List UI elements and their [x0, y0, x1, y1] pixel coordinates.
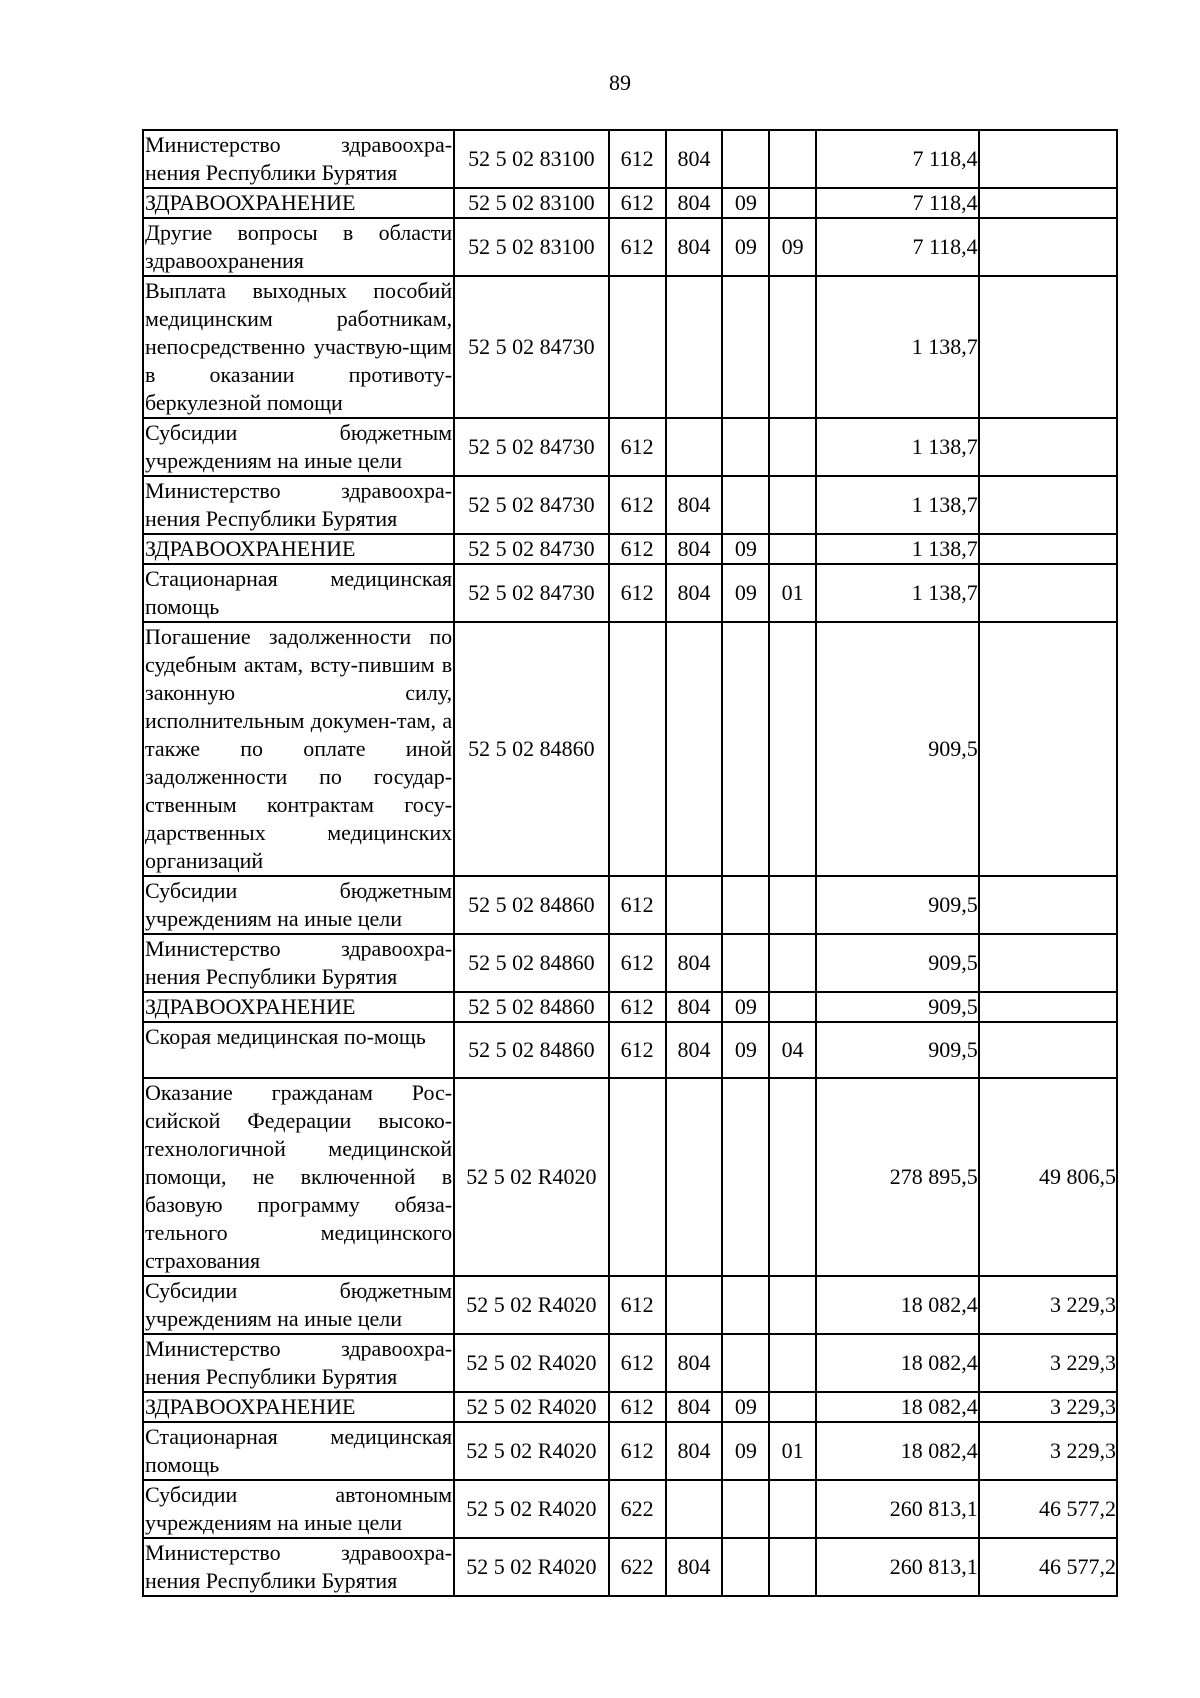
row-section [722, 476, 769, 534]
row-amount: 278 895,5 [816, 1078, 979, 1276]
row-expense-type: 612 [609, 418, 666, 476]
row-section [722, 934, 769, 992]
row-section: 09 [722, 1422, 769, 1480]
table-row [143, 188, 1117, 218]
row-subsection [769, 1480, 816, 1538]
row-name: ЗДРАВООХРАНЕНИЕ [143, 992, 454, 1022]
row-target-code: 52 5 02 84730 [454, 564, 609, 622]
row-subsection: 01 [769, 564, 816, 622]
table-row [143, 1392, 1117, 1422]
row-amount-federal [979, 934, 1117, 992]
row-subsection [769, 1078, 816, 1276]
row-name: Другие вопросы в области здравоохранения [143, 218, 454, 276]
table-row [143, 622, 1117, 876]
row-section [722, 1276, 769, 1334]
row-name: Скорая медицинская по-мощь [143, 1022, 454, 1078]
row-admin-code: 804 [666, 534, 723, 564]
row-name: Стационарная медицинская помощь [143, 1422, 454, 1480]
row-section [722, 1538, 769, 1596]
row-amount-federal [979, 534, 1117, 564]
row-section: 09 [722, 1022, 769, 1078]
row-admin-code: 804 [666, 188, 723, 218]
row-amount-federal [979, 188, 1117, 218]
row-amount-federal [979, 876, 1117, 934]
row-amount: 1 138,7 [816, 418, 979, 476]
row-admin-code [666, 876, 723, 934]
row-name: Субсидии бюджетным учреждениям на иные цели [143, 876, 454, 934]
row-target-code: 52 5 02 84860 [454, 934, 609, 992]
row-amount-federal [979, 622, 1117, 876]
row-admin-code: 804 [666, 476, 723, 534]
row-target-code: 52 5 02 R4020 [454, 1538, 609, 1596]
row-admin-code: 804 [666, 1538, 723, 1596]
row-subsection [769, 622, 816, 876]
row-target-code: 52 5 02 84730 [454, 534, 609, 564]
row-target-code: 52 5 02 83100 [454, 130, 609, 188]
row-expense-type: 612 [609, 218, 666, 276]
row-amount: 909,5 [816, 992, 979, 1022]
row-target-code: 52 5 02 84860 [454, 1022, 609, 1078]
row-expense-type: 622 [609, 1538, 666, 1596]
row-amount: 7 118,4 [816, 130, 979, 188]
row-section [722, 1334, 769, 1392]
row-expense-type: 612 [609, 876, 666, 934]
row-amount: 1 138,7 [816, 276, 979, 418]
row-target-code: 52 5 02 R4020 [454, 1334, 609, 1392]
row-amount-federal [979, 418, 1117, 476]
row-subsection [769, 992, 816, 1022]
row-amount: 260 813,1 [816, 1538, 979, 1596]
row-subsection [769, 876, 816, 934]
row-section: 09 [722, 992, 769, 1022]
row-target-code: 52 5 02 R4020 [454, 1078, 609, 1276]
row-admin-code: 804 [666, 564, 723, 622]
row-admin-code: 804 [666, 1022, 723, 1078]
table-row [143, 1334, 1117, 1392]
row-section [722, 276, 769, 418]
table-row [143, 476, 1117, 534]
row-target-code: 52 5 02 84860 [454, 876, 609, 934]
row-expense-type [609, 1078, 666, 1276]
row-name: ЗДРАВООХРАНЕНИЕ [143, 188, 454, 218]
row-amount-federal: 3 229,3 [979, 1422, 1117, 1480]
row-amount: 7 118,4 [816, 218, 979, 276]
row-amount-federal: 49 806,5 [979, 1078, 1117, 1276]
row-admin-code [666, 276, 723, 418]
table-row [143, 1538, 1117, 1596]
table-row [143, 276, 1117, 418]
row-section: 09 [722, 188, 769, 218]
table-row [143, 418, 1117, 476]
row-amount: 909,5 [816, 876, 979, 934]
row-expense-type: 612 [609, 1392, 666, 1422]
row-admin-code [666, 418, 723, 476]
row-section [722, 1078, 769, 1276]
row-amount: 909,5 [816, 934, 979, 992]
row-amount: 1 138,7 [816, 534, 979, 564]
budget-table [142, 129, 1118, 1597]
row-name: ЗДРАВООХРАНЕНИЕ [143, 1392, 454, 1422]
row-expense-type: 612 [609, 992, 666, 1022]
row-section [722, 130, 769, 188]
row-amount-federal [979, 276, 1117, 418]
row-target-code: 52 5 02 84730 [454, 418, 609, 476]
row-amount: 909,5 [816, 622, 979, 876]
row-amount: 7 118,4 [816, 188, 979, 218]
table-row [143, 534, 1117, 564]
table-row [143, 1022, 1117, 1078]
row-name: Субсидии автономным учреждениям на иные цели [143, 1480, 454, 1538]
row-amount: 18 082,4 [816, 1392, 979, 1422]
row-subsection [769, 276, 816, 418]
row-subsection [769, 476, 816, 534]
row-amount-federal: 3 229,3 [979, 1276, 1117, 1334]
budget-table-body [143, 130, 1117, 1596]
row-subsection [769, 188, 816, 218]
row-expense-type: 612 [609, 188, 666, 218]
row-name: Министерство здравоохра-нения Республики Бурятия [143, 476, 454, 534]
row-subsection [769, 534, 816, 564]
row-target-code: 52 5 02 R4020 [454, 1422, 609, 1480]
row-subsection: 09 [769, 218, 816, 276]
row-admin-code [666, 622, 723, 876]
row-target-code: 52 5 02 84860 [454, 622, 609, 876]
row-subsection [769, 1538, 816, 1596]
row-expense-type: 612 [609, 1022, 666, 1078]
row-amount-federal: 3 229,3 [979, 1392, 1117, 1422]
row-expense-type: 612 [609, 934, 666, 992]
table-row [143, 564, 1117, 622]
row-amount: 1 138,7 [816, 564, 979, 622]
row-admin-code: 804 [666, 1422, 723, 1480]
row-name: Министерство здравоохра-нения Республики Бурятия [143, 1334, 454, 1392]
row-target-code: 52 5 02 R4020 [454, 1276, 609, 1334]
table-row [143, 876, 1117, 934]
row-expense-type: 622 [609, 1480, 666, 1538]
row-name: Министерство здравоохра-нения Республики Бурятия [143, 130, 454, 188]
row-target-code: 52 5 02 R4020 [454, 1392, 609, 1422]
table-row [143, 1480, 1117, 1538]
row-admin-code [666, 1276, 723, 1334]
row-expense-type: 612 [609, 130, 666, 188]
row-amount-federal [979, 1022, 1117, 1078]
row-amount: 909,5 [816, 1022, 979, 1078]
row-admin-code: 804 [666, 992, 723, 1022]
row-name: ЗДРАВООХРАНЕНИЕ [143, 534, 454, 564]
row-amount-federal: 46 577,2 [979, 1480, 1117, 1538]
row-target-code: 52 5 02 83100 [454, 188, 609, 218]
row-amount: 18 082,4 [816, 1422, 979, 1480]
row-name: Министерство здравоохра-нения Республики Бурятия [143, 934, 454, 992]
table-row [143, 1078, 1117, 1276]
row-expense-type: 612 [609, 534, 666, 564]
page-number: 89 [609, 70, 631, 95]
row-subsection: 04 [769, 1022, 816, 1078]
row-expense-type: 612 [609, 1422, 666, 1480]
row-subsection [769, 1392, 816, 1422]
row-subsection [769, 418, 816, 476]
row-admin-code [666, 1480, 723, 1538]
row-name: Министерство здравоохра-нения Республики Бурятия [143, 1538, 454, 1596]
row-name: Выплата выходных пособий медицинским работникам, непосредственно участвую-щим в оказании противоту-беркулезной помощи [143, 276, 454, 418]
row-subsection: 01 [769, 1422, 816, 1480]
row-admin-code: 804 [666, 1392, 723, 1422]
row-expense-type [609, 622, 666, 876]
row-section [722, 622, 769, 876]
row-section: 09 [722, 564, 769, 622]
row-amount-federal [979, 564, 1117, 622]
row-target-code: 52 5 02 84730 [454, 276, 609, 418]
table-row [143, 1276, 1117, 1334]
row-amount-federal [979, 476, 1117, 534]
row-target-code: 52 5 02 84730 [454, 476, 609, 534]
row-name: Субсидии бюджетным учреждениям на иные цели [143, 418, 454, 476]
row-section: 09 [722, 218, 769, 276]
table-row [143, 934, 1117, 992]
table-row [143, 1422, 1117, 1480]
row-section [722, 418, 769, 476]
row-target-code: 52 5 02 83100 [454, 218, 609, 276]
row-admin-code [666, 1078, 723, 1276]
row-amount-federal [979, 130, 1117, 188]
row-section: 09 [722, 534, 769, 564]
row-expense-type: 612 [609, 1334, 666, 1392]
row-section: 09 [722, 1392, 769, 1422]
row-amount-federal: 46 577,2 [979, 1538, 1117, 1596]
row-amount-federal [979, 218, 1117, 276]
row-admin-code: 804 [666, 1334, 723, 1392]
row-target-code: 52 5 02 84860 [454, 992, 609, 1022]
row-subsection [769, 1276, 816, 1334]
row-amount: 18 082,4 [816, 1276, 979, 1334]
table-row [143, 130, 1117, 188]
row-subsection [769, 934, 816, 992]
row-amount: 1 138,7 [816, 476, 979, 534]
table-row [143, 992, 1117, 1022]
row-amount: 18 082,4 [816, 1334, 979, 1392]
row-amount-federal [979, 992, 1117, 1022]
row-name: Субсидии бюджетным учреждениям на иные цели [143, 1276, 454, 1334]
row-name: Оказание гражданам Рос-сийской Федерации высоко-технологичной медицинской помощи, не включенной в базовую программу обяза-тельного медицинского страхования [143, 1078, 454, 1276]
row-admin-code: 804 [666, 130, 723, 188]
row-admin-code: 804 [666, 934, 723, 992]
row-expense-type [609, 276, 666, 418]
row-name: Стационарная медицинская помощь [143, 564, 454, 622]
row-subsection [769, 130, 816, 188]
row-target-code: 52 5 02 R4020 [454, 1480, 609, 1538]
row-amount: 260 813,1 [816, 1480, 979, 1538]
row-expense-type: 612 [609, 1276, 666, 1334]
row-expense-type: 612 [609, 564, 666, 622]
row-expense-type: 612 [609, 476, 666, 534]
row-amount-federal: 3 229,3 [979, 1334, 1117, 1392]
table-row [143, 218, 1117, 276]
row-section [722, 1480, 769, 1538]
row-section [722, 876, 769, 934]
row-name: Погашение задолженности по судебным актам, всту-пившим в законную силу, исполнительным докумен-там, а также по оплате иной задолженности по государ-ственным контрактам госу-дарственных медицинских организаций [143, 622, 454, 876]
row-subsection [769, 1334, 816, 1392]
row-admin-code: 804 [666, 218, 723, 276]
